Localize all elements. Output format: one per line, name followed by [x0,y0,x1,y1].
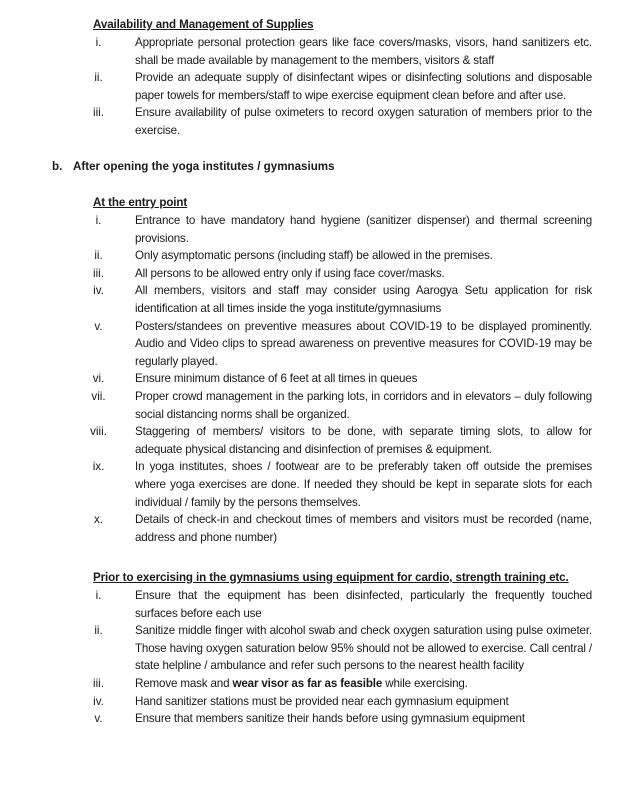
item-text-part: while exercising. [382,676,468,690]
list-item [0,458,633,511]
item-text: Hand sanitizer stations must be provided near each gymnasium equipment [135,694,509,708]
entry-point-list [0,212,633,546]
list-item [0,104,633,139]
item-number: v. [94,712,103,726]
item-number: ii. [94,624,103,638]
item-text: Provide an adequate supply of disinfectant wipes or disinfecting solutions and disposable paper towels for members/staff to wipe exercise equipment clean before and after use. [135,71,592,102]
list-item [0,388,633,423]
entry-point-heading: At the entry point [93,196,188,209]
item-number: iii. [93,106,104,120]
list-item [0,693,633,711]
list-item [0,212,633,247]
section-title: After opening the yoga institutes / gymnasiums [73,160,335,173]
list-item [0,370,633,388]
list-item [0,318,633,371]
item-text: Ensure minimum distance of 6 feet at all times in queues [135,372,418,386]
item-number: iv. [93,694,104,708]
item-number: viii. [90,425,107,439]
list-item [0,247,633,265]
item-number: ii. [94,71,103,85]
item-number: ix. [92,460,105,474]
item-number: i. [95,36,102,49]
list-item [0,511,633,546]
item-text: Ensure availability of pulse oximeters to record oxygen saturation of members prior to the exercise. [135,106,592,137]
item-text-part: Remove mask and [135,676,233,690]
item-text: Proper crowd management in the parking lots, in corridors and in elevators – duly following social distancing norms shall be organized. [135,389,592,421]
item-number: v. [94,319,103,333]
item-text: Staggering of members/ visitors to be done, with separate timing slots, to allow for adequate physical distancing and disinfection of premises & equipment. [135,425,592,456]
item-text: Ensure that the equipment has been disinfected, particularly the frequently touched surfaces before each use [135,589,592,620]
item-text: Details of check-in and checkout times of members and visitors must be recorded (name, address and phone number) [135,513,592,544]
item-number: vii. [91,389,106,403]
list-item [0,423,633,458]
item-number: iii. [93,676,104,690]
list-item [0,69,633,104]
item-number: iii. [93,266,104,280]
list-item [0,675,633,693]
item-text: All persons to be allowed entry only if using face cover/masks. [135,266,445,280]
item-number: i. [95,214,102,227]
item-text: In yoga institutes, shoes / footwear are to be preferably taken off outside the premises where yoga exercises are done. If needed they should be kept in separate slots for each individual / family by the persons themselves. [135,460,592,509]
item-number: i. [95,589,102,602]
prior-exercise-heading: Prior to exercising in the gymnasiums using equipment for cardio, strength training etc. [93,571,569,584]
item-number: x. [93,513,104,527]
item-text: Only asymptomatic persons (including staff) be allowed in the premises. [135,249,493,263]
item-text: Appropriate personal protection gears like face covers/masks, visors, hand sanitizers etc. shall be made available by management to the members, visitors & staff [135,36,592,67]
item-text: All members, visitors and staff may consider using Aarogya Setu application for risk identification at all times inside the yoga institute/gymnasiums [135,284,592,315]
list-item [0,34,633,69]
supplies-heading: Availability and Management of Supplies [93,18,314,31]
item-text: Entrance to have mandatory hand hygiene (sanitizer dispenser) and thermal screening provisions. [135,214,592,245]
section-b-heading [52,158,335,176]
prior-exercise-list [0,587,633,728]
supplies-list [0,34,633,140]
item-text-emphasis: wear visor as far as feasible [232,676,383,690]
item-text [135,675,592,693]
section-letter: b. [52,160,63,173]
item-number: ii. [94,249,103,263]
list-item [0,622,633,675]
list-item [0,710,633,728]
list-item [0,265,633,283]
item-text: Ensure that members sanitize their hands before using gymnasium equipment [135,712,525,726]
list-item [0,282,633,317]
item-text: Posters/standees on preventive measures about COVID-19 to be displayed prominently. Audio and Video clips to spread awareness on preventive measures for COVID-19 may be regularly played. [135,319,592,368]
item-number: vi. [92,372,105,386]
list-item [0,587,633,622]
item-number: iv. [93,284,104,298]
item-text: Sanitize middle finger with alcohol swab and check oxygen saturation using pulse oximeter. Those having oxygen saturation below 95% should not be allowed to exercise. Call central / state helpline / ambulance and refer such persons to the nearest health facility [135,624,592,673]
